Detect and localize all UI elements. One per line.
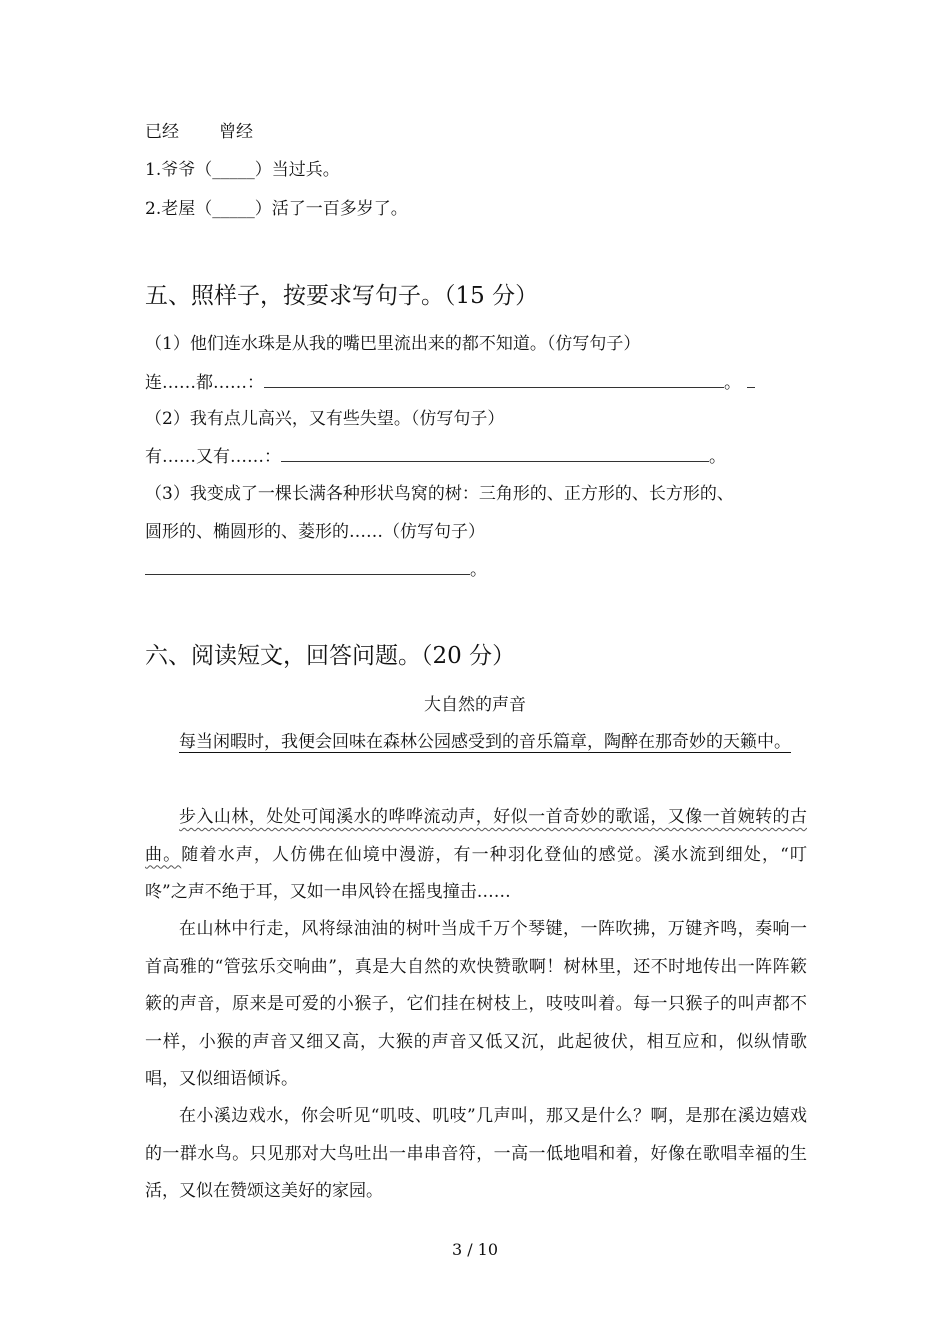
fill-item-1: 1.爷爷（_____）当过兵。 <box>145 160 340 180</box>
page-number: 3 / 10 <box>451 1240 499 1259</box>
question-3-line-1: （3）我变成了一棵长满各种形状鸟窝的树：三角形的、正方形的、长方形的、 <box>145 484 734 504</box>
word-option-2: 曾经 <box>219 122 253 142</box>
answer-blank-2[interactable] <box>281 447 709 462</box>
answer-prompt-2: 有……又有……： <box>145 447 281 467</box>
answer-blank-1[interactable] <box>264 373 724 388</box>
passage-paragraph-1: 每当闲暇时，我便会回味在森林公园感受到的音乐篇章，陶醉在那奇妙的天籁中。 <box>179 732 791 752</box>
question-2: （2）我有点儿高兴，又有些失望。（仿写句子） <box>145 409 505 429</box>
fill-blank-2[interactable]: _____ <box>212 199 255 219</box>
section-5-heading: 五、照样子，按要求写句子。（15 分） <box>145 283 539 309</box>
fill-blank-1[interactable]: _____ <box>212 160 255 180</box>
answer-line-1 <box>145 371 755 395</box>
fill-item-2: 2.老屋（_____）活了一百多岁了。 <box>145 199 408 219</box>
word-options <box>145 120 253 144</box>
end-mark-2: 。 <box>709 447 726 467</box>
passage-paragraph-4: 在小溪边戏水，你会听见“叽吱、叽吱”几声叫，那又是什么？啊，是那在溪边嬉戏的一群水鸟。只见那对大鸟吐出一串串音符，一高一低地唱和着，好像在歌唱幸福的生活，又似在赞颂这美好的家园。 <box>145 1106 807 1201</box>
word-option-1: 已经 <box>145 122 179 142</box>
answer-line-2 <box>145 445 726 469</box>
passage-title: 大自然的声音 <box>424 695 526 715</box>
question-1: （1）他们连水珠是从我的嘴巴里流出来的都不知道。（仿写句子） <box>145 334 641 354</box>
end-mark-3: 。 <box>470 560 487 580</box>
end-mark-1: 。 <box>724 373 741 393</box>
passage-paragraph-3: 在山林中行走，风将绿油油的树叶当成千万个琴键，一阵吹拂，万键齐鸣，奏响一首高雅的“管弦乐交响曲”，真是大自然的欢快赞歌啊！树林里，还不时地传出一阵阵簌簌的声音，原来是可爱的小猴子，它们挂在树枝上，吱吱叫着。每一只猴子的叫声都不一样，小猴的声音又细又高，大猴的声音又低又沉，此起彼伏，相互应和，似纵情歌唱，又似细语倾诉。 <box>145 919 807 1089</box>
answer-line-3 <box>145 558 487 582</box>
wavy-underlined-sentence: 步入山林，处处可闻溪水的哗哗流动声，好似一首奇妙的歌谣，又像一首婉转的古曲。 <box>145 807 807 865</box>
answer-blank-3[interactable] <box>145 560 470 575</box>
question-3-line-2: 圆形的、椭圆形的、菱形的……（仿写句子） <box>145 522 485 542</box>
section-6-heading: 六、阅读短文，回答问题。（20 分） <box>145 643 516 669</box>
answer-prompt-1: 连……都……： <box>145 373 264 393</box>
passage-paragraph-2: 步入山林，处处可闻溪水的哗哗流动声，好似一首奇妙的歌谣，又像一首婉转的古曲。随着水声，人仿佛在仙境中漫游，有一种羽化登仙的感觉。溪水流到细处，“叮咚”之声不绝于耳，又如一串风铃在摇曳撞击…… <box>145 807 807 902</box>
